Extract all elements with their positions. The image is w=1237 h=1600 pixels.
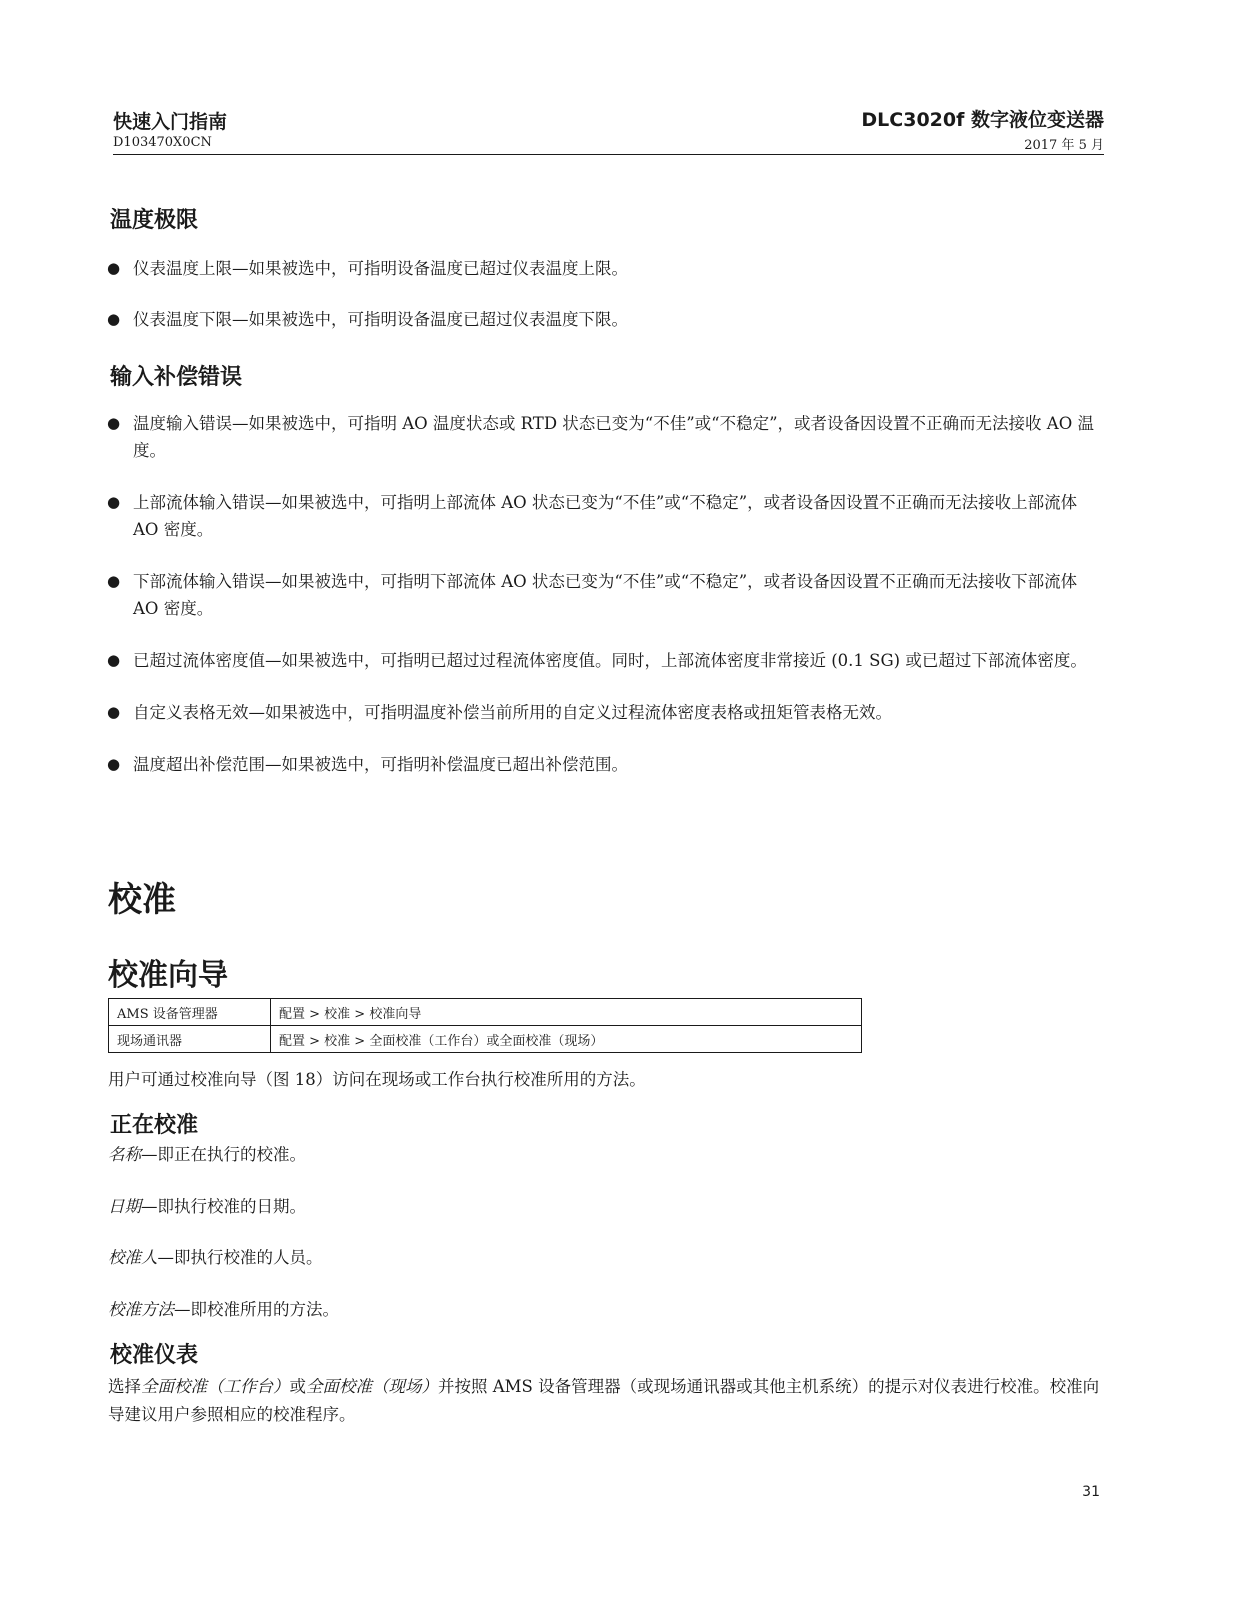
bullet-icon: ●: [107, 703, 121, 721]
heading-calibrate-instrument: 校准仪表: [110, 1343, 199, 1368]
heading-input-comp-errors: 输入补偿错误: [110, 365, 243, 390]
input-comp-errors-list: [107, 410, 1107, 778]
list-item: [107, 489, 1107, 543]
list-item: [107, 255, 1107, 282]
definition-line: [108, 1193, 1108, 1221]
header-product-title: DLC3020f 数字液位变送器: [861, 109, 1104, 131]
bullet-icon: ●: [107, 493, 121, 511]
temp-limits-list: [107, 255, 1107, 333]
para-text: 并按照 AMS 设备管理器（或现场通讯器或其他主机系统）的提示对仪表进行校准。校准向导建议用户参照相应的校准程序。: [108, 1377, 1100, 1424]
list-item: [107, 647, 1107, 674]
definition-term: 日期: [108, 1197, 141, 1216]
bullet-icon: ●: [107, 755, 121, 773]
list-item: [107, 306, 1107, 333]
table-row: [109, 1026, 862, 1053]
bullet-icon: ●: [107, 310, 121, 328]
bullet-icon: ●: [107, 414, 121, 432]
para-term: 全面校准（工作台）: [141, 1377, 290, 1396]
para-term: 全面校准（现场）: [306, 1377, 438, 1396]
header-date: 2017 年 5 月: [1024, 138, 1104, 153]
list-item-text: 下部流体输入错误—如果被选中，可指明下部流体 AO 状态已变为“不佳”或“不稳定”，或者设备因设置不正确而无法接收下部流体 AO 密度。: [133, 572, 1078, 618]
list-item-text: 仪表温度上限—如果被选中，可指明设备温度已超过仪表温度上限。: [133, 259, 628, 278]
definition-line: [108, 1244, 1108, 1272]
heading-in-progress: 正在校准: [110, 1113, 199, 1138]
bullet-icon: ●: [107, 259, 121, 277]
list-item: [107, 751, 1107, 778]
header-divider: [113, 154, 1104, 155]
calibrate-instrument-paragraph: [108, 1373, 1103, 1429]
list-item-text: 已超过流体密度值—如果被选中，可指明已超过过程流体密度值。同时，上部流体密度非常接近 (0.1 SG) 或已超过下部流体密度。: [133, 651, 1087, 670]
definition-line: [108, 1296, 1108, 1324]
list-item-text: 温度超出补偿范围—如果被选中，可指明补偿温度已超出补偿范围。: [133, 755, 628, 774]
heading-calibration: 校准: [108, 880, 176, 920]
list-item-text: 自定义表格无效—如果被选中，可指明温度补偿当前所用的自定义过程流体密度表格或扭矩管表格无效。: [133, 703, 892, 722]
bullet-icon: ●: [107, 572, 121, 590]
header-guide-title: 快速入门指南: [113, 111, 228, 133]
definition-text: —即执行校准的人员。: [157, 1248, 323, 1267]
para-text: 或: [289, 1377, 306, 1396]
list-item: [107, 410, 1107, 464]
table-cell-tool: AMS 设备管理器: [109, 999, 271, 1026]
heading-temp-limits: 温度极限: [110, 208, 199, 233]
list-item-text: 上部流体输入错误—如果被选中，可指明上部流体 AO 状态已变为“不佳”或“不稳定”，或者设备因设置不正确而无法接收上部流体 AO 密度。: [133, 493, 1078, 539]
list-item-text: 温度输入错误—如果被选中，可指明 AO 温度状态或 RTD 状态已变为“不佳”或“不稳定”，或者设备因设置不正确而无法接收 AO 温度。: [133, 414, 1094, 460]
table-cell-tool: 现场通讯器: [109, 1026, 271, 1053]
definition-line: [108, 1141, 1108, 1169]
heading-calibration-wizard: 校准向导: [108, 958, 228, 993]
table-row: [109, 999, 862, 1026]
definition-text: —即校准所用的方法。: [174, 1300, 339, 1319]
calibration-wizard-intro: 用户可通过校准向导（图 18）访问在现场或工作台执行校准所用的方法。: [108, 1070, 646, 1089]
definition-text: —即执行校准的日期。: [141, 1197, 306, 1216]
list-item: [107, 699, 1107, 726]
definition-term: 名称: [108, 1145, 141, 1164]
table-cell-path: 配置 > 校准 > 全面校准（工作台）或全面校准（现场）: [271, 1026, 862, 1053]
list-item-text: 仪表温度下限—如果被选中，可指明设备温度已超过仪表温度下限。: [133, 310, 628, 329]
para-text: 选择: [108, 1377, 141, 1396]
table-cell-path: 配置 > 校准 > 校准向导: [271, 999, 862, 1026]
header-doc-code: D103470X0CN: [113, 135, 212, 150]
definition-text: —即正在执行的校准。: [141, 1145, 306, 1164]
bullet-icon: ●: [107, 651, 121, 669]
definition-term: 校准方法: [108, 1300, 174, 1319]
list-item: [107, 568, 1107, 622]
definition-term: 校准人: [108, 1248, 158, 1267]
page-number: 31: [1082, 1484, 1100, 1500]
navigation-path-table: [108, 998, 862, 1053]
